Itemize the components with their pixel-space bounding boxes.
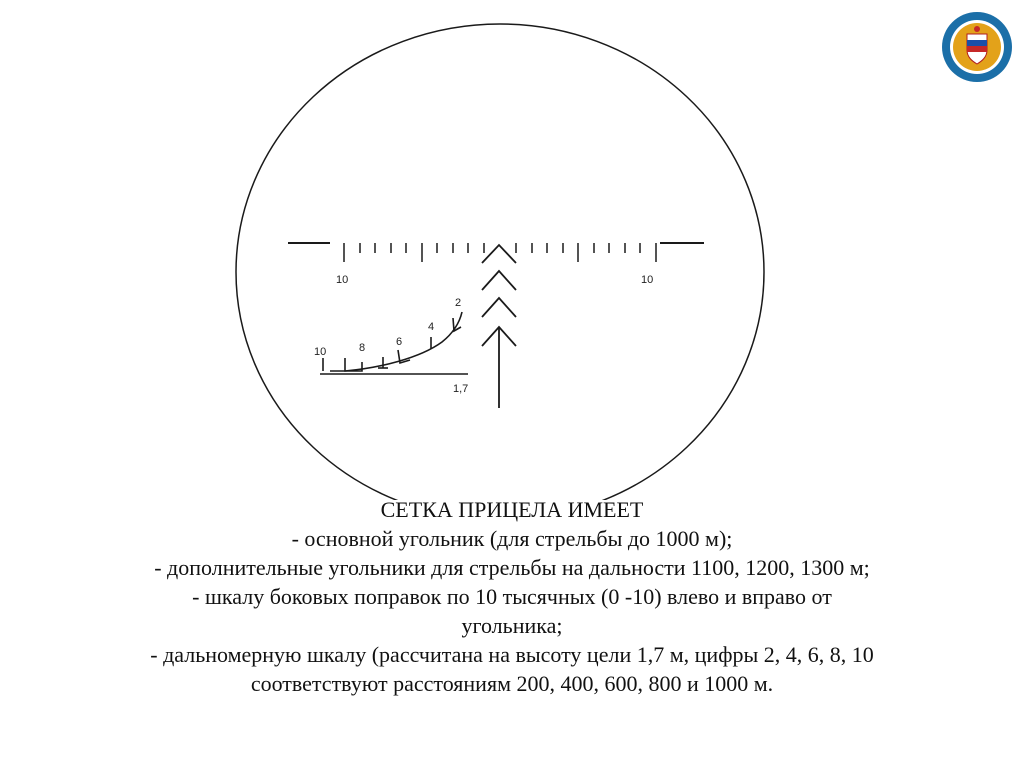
reticle-description (20, 495, 1004, 698)
caption-line-side-scale: - шкалу боковых поправок по 10 тысячных (0 -10) влево и вправо от (192, 584, 832, 609)
caption-line-main-chevron: - основной угольник (для стрельбы до 1000 м); (291, 526, 733, 551)
main-chevron (482, 327, 516, 408)
side-scale-ticks-right (516, 243, 656, 262)
field-of-view-circle (236, 24, 764, 500)
caption-title: СЕТКА ПРИЦЕЛА ИМЕЕТ (380, 497, 644, 522)
caption-line-rangefinder-cont: соответствуют расстояниям 200, 400, 600, 800 и 1000 м. (250, 671, 774, 696)
caption-line-rangefinder: - дальномерную шкалу (рассчитана на высоту цели 1,7 м, цифры 2, 4, 6, 8, 10 (150, 642, 874, 667)
caption-line-additional-chevrons: - дополнительные угольники для стрельбы на дальности 1100, 1200, 1300 м; (154, 555, 870, 580)
side-scale-ticks-left (344, 243, 484, 262)
rangefinder-label-8: 8 (359, 342, 366, 354)
rangefinder-scale (320, 312, 468, 374)
rangefinder-label-2: 2 (455, 297, 462, 309)
rangefinder-label-6: 6 (396, 336, 403, 348)
emblem-icon (940, 10, 1014, 84)
additional-chevrons (482, 245, 516, 317)
rangefinder-label-10: 10 (314, 346, 327, 358)
target-height-label: 1,7 (453, 383, 469, 395)
side-scale-left-label: 10 (336, 274, 349, 286)
rangefinder-label-4: 4 (428, 321, 435, 333)
side-scale-right-label: 10 (641, 274, 654, 286)
caption-line-side-scale-cont: угольника; (461, 613, 563, 638)
